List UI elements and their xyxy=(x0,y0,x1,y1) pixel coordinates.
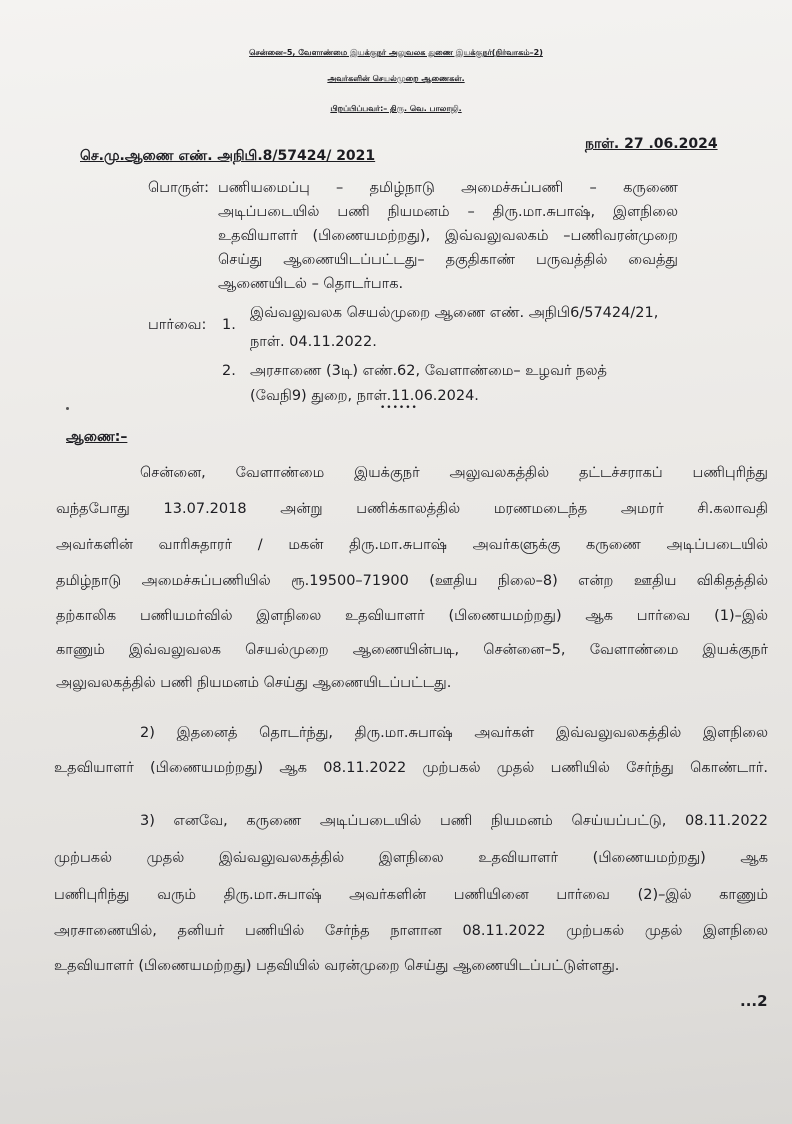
reference-item-1-line2: நாள். 04.11.2022. xyxy=(250,334,377,350)
para3-line-2: முற்பகல் முதல் இவ்வலுவலகத்தில் இளநிலை உதவியாளர் (பிணையமற்றது) ஆக xyxy=(54,850,768,866)
subject-line-2: அடிப்படையில் பணி நியமனம் – திரு.மா.சுபாஷ், இளநிலை xyxy=(218,204,678,220)
para1-line-4: தமிழ்நாடு அமைச்சுப்பணியில் ரூ.19500–71900 (ஊதிய நிலை–8) என்ற ஊதிய விகிதத்தில் xyxy=(56,573,768,589)
header-title-line1: சென்னை–5, வேளாண்மை இயக்குநர் அலுவலக துணை இயக்குநர்(நிர்வாகம்–2) xyxy=(249,48,543,57)
para1-line-7: அலுவலகத்தில் பணி நியமனம் செய்து ஆணையிடப்பட்டது. xyxy=(56,675,452,691)
header-title-line2: அவர்களின் செயல்முறை ஆணைகள். xyxy=(327,74,465,83)
reference-item-2-num: 2. xyxy=(222,363,236,379)
subject-label: பொருள்: xyxy=(148,180,210,196)
page-continue-marker: ...2 xyxy=(740,992,768,1010)
reference-item-1-num: 1. xyxy=(222,317,236,333)
para2-line-2: உதவியாளர் (பிணையமற்றது) ஆக 08.11.2022 முற்பகல் முதல் பணியில் சேர்ந்து கொண்டார். xyxy=(54,760,768,776)
issuer-line: பிறப்பிப்பவர்:– திரு. வெ. பாலாஜி. xyxy=(330,104,462,113)
order-date: நாள். 27 .06.2024 xyxy=(585,136,718,152)
order-heading: ஆணை:– xyxy=(66,429,128,445)
para1-line-2: வந்தபோது 13.07.2018 அன்று பணிக்காலத்தில் மரணமடைந்த அமரர் சி.கலாவதி xyxy=(56,501,768,517)
para3-line-5: உதவியாளர் (பிணையமற்றது) பதவியில் வரன்முறை செய்து ஆணையிடப்பட்டுள்ளது. xyxy=(54,958,620,974)
subject-line-5: ஆணையிடல் – தொடர்பாக. xyxy=(218,276,404,292)
reference-item-2-line2: (வேநி9) துறை, நாள்.11.06.2024. xyxy=(250,388,479,404)
subject-line-4: செய்து ஆணையிடப்பட்டது– தகுதிகாண் பருவத்தில் வைத்து xyxy=(218,252,678,268)
para1-line-6: காணும் இவ்வலுவலக செயல்முறை ஆணையின்படி, சென்னை–5, வேளாண்மை இயக்குநர் xyxy=(56,642,768,658)
scan-speck xyxy=(66,407,69,410)
reference-item-2-line1: அரசாணை (3டி) எண்.62, வேளாண்மை– உழவர் நலத் xyxy=(250,363,607,379)
order-number: செ.மு.ஆணை எண். அநிபி.8/57424/ 2021 xyxy=(80,148,376,164)
para1-line-3: அவர்களின் வாரிசுதாரர் / மகன் திரு.மா.சுபாஷ் அவர்களுக்கு கருணை அடிப்படையில் xyxy=(56,537,768,553)
para3-line-4: அரசாணையில், தனியர் பணியில் சேர்ந்த நாளான 08.11.2022 முற்பகல் முதல் இளநிலை xyxy=(54,923,768,939)
para1-line-5: தற்காலிக பணியமர்வில் இளநிலை உதவியாளர் (பிணையமற்றது) ஆக பார்வை (1)–இல் xyxy=(56,608,768,624)
para1-line-1: சென்னை, வேளாண்மை இயக்குநர் அலுவலகத்தில் தட்டச்சராகப் பணிபுரிந்து xyxy=(140,465,768,481)
subject-line-1: பணியமைப்பு – தமிழ்நாடு அமைச்சுப்பணி – கருணை xyxy=(218,180,678,196)
reference-separator: •••••• xyxy=(380,403,418,413)
reference-item-1-line1: இவ்வலுவலக செயல்முறை ஆணை எண். அநிபி6/57424/21, xyxy=(250,305,659,321)
para2-line-1: 2) இதனைத் தொடர்ந்து, திரு.மா.சுபாஷ் அவர்கள் இவ்வலுவலகத்தில் இளநிலை xyxy=(140,725,768,741)
para3-line-3: பணிபுரிந்து வரும் திரு.மா.சுபாஷ் அவர்களின் பணியினை பார்வை (2)–இல் காணும் xyxy=(54,887,768,903)
subject-line-3: உதவியாளர் (பிணையமற்றது), இவ்வலுவலகம் –பணிவரன்முறை xyxy=(218,228,678,244)
para3-line-1: 3) எனவே, கருணை அடிப்படையில் பணி நியமனம் செய்யப்பட்டு, 08.11.2022 xyxy=(140,813,768,829)
reference-label: பார்வை: xyxy=(148,317,207,333)
